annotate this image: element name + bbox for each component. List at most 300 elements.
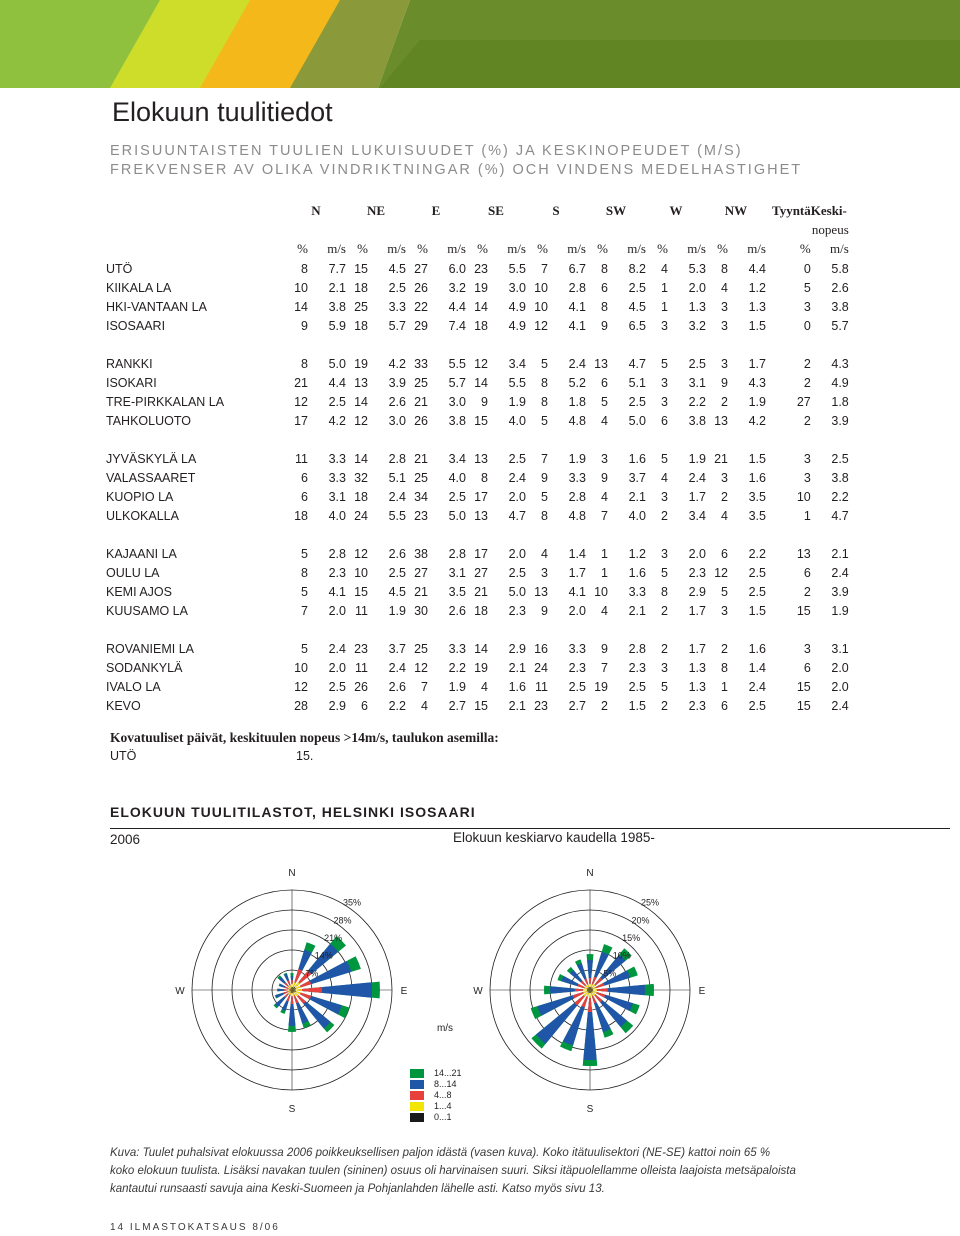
legend-swatch [410,1069,424,1078]
speed-cell: 1.4 [748,660,766,675]
frequency-cell: 8 [541,375,548,390]
frequency-cell: 6 [601,280,608,295]
speed-cell: 5.7 [448,375,466,390]
speed-cell: 3.3 [628,584,646,599]
speed-cell: 2.3 [508,603,526,618]
speed-cell: 2.1 [628,603,646,618]
speed-cell: 2.0 [831,679,849,694]
speed-cell: 1.5 [748,603,766,618]
frequency-cell: 6 [803,660,811,675]
speed-cell: 2.3 [688,565,706,580]
speed-cell: 1.7 [748,356,766,371]
frequency-cell: 5 [661,565,668,580]
speed-cell: 2.5 [628,280,646,295]
speed-cell: 3.2 [688,318,706,333]
frequency-cell: 12 [354,546,368,561]
speed-cell: 2.6 [831,280,849,295]
frequency-cell: 17 [474,546,488,561]
frequency-cell: 2 [721,394,728,409]
frequency-cell: 2 [803,413,811,428]
frequency-cell: 2 [803,584,811,599]
speed-cell: 1.2 [748,280,766,295]
frequency-cell: 14 [354,394,368,409]
unit-ms: m/s [747,241,766,256]
speed-cell: 3.2 [448,280,466,295]
ring-label: 5% [603,968,617,979]
caption-line: Kuva: Tuulet puhalsivat elokuussa 2006 poikkeuksellisen paljon idästä (vasen kuva). Koko itätuulisektori (NE-SE) kattoi noin 65 % [110,1147,771,1159]
frequency-cell: 21 [714,451,728,466]
speed-cell: 4.7 [508,508,526,523]
frequency-cell: 3 [803,470,811,485]
speed-cell: 2.8 [328,546,346,561]
speed-cell: 5.9 [328,318,346,333]
frequency-cell: 12 [414,660,428,675]
speed-cell: 4.4 [328,375,346,390]
frequency-cell: 4 [601,489,608,504]
frequency-cell: 3 [661,318,668,333]
frequency-cell: 15 [796,698,811,713]
table-row [106,487,849,506]
station-name: KAJAANI LA [106,546,177,561]
speed-cell: 3.8 [328,299,346,314]
speed-cell: 1.7 [568,565,586,580]
speed-cell: 3.1 [831,641,849,656]
speed-cell: 3.9 [831,413,849,428]
page-title: Elokuun tuulitiedot [112,97,333,127]
speed-cell: 5.1 [628,375,646,390]
frequency-cell: 4 [661,470,668,485]
frequency-cell: 16 [534,641,548,656]
frequency-cell: 6 [803,565,811,580]
speed-cell: 3.0 [388,413,406,428]
frequency-cell: 19 [354,356,368,371]
speed-cell: 5.5 [508,375,526,390]
frequency-cell: 8 [721,660,728,675]
frequency-cell: 8 [301,356,308,371]
frequency-cell: 3 [721,299,728,314]
speed-cell: 4.5 [388,584,406,599]
frequency-cell: 9 [721,375,728,390]
table-row [106,601,849,620]
frequency-cell: 11 [355,660,368,675]
speed-cell: 2.2 [388,698,406,713]
page-footer: 14 ILMASTOKATSAUS 8/06 [110,1222,280,1233]
frequency-cell: 26 [414,280,428,295]
speed-cell: 3.8 [688,413,706,428]
frequency-cell: 5 [541,413,548,428]
station-name: IVALO LA [106,679,161,694]
speed-cell: 2.2 [448,660,466,675]
frequency-cell: 3 [661,489,668,504]
speed-cell: 5.1 [388,470,406,485]
speed-cell: 3.0 [448,394,466,409]
frequency-cell: 12 [294,394,308,409]
station-name: ULKOKALLA [106,508,179,523]
speed-cell: 1.9 [748,394,766,409]
speed-cell: 3.3 [388,299,406,314]
speed-legend [410,1068,462,1123]
frequency-cell: 17 [294,413,308,428]
frequency-cell: 25 [414,641,428,656]
frequency-cell: 2 [661,641,668,656]
compass-e: E [400,986,408,997]
frequency-cell: 25 [354,299,368,314]
frequency-cell: 3 [661,394,668,409]
speed-cell: 2.1 [831,546,849,561]
legend-item [410,1090,462,1101]
table-row [106,639,849,658]
legend-label: 0...1 [434,1112,452,1122]
group-gap [106,525,849,544]
speed-cell: 3.7 [388,641,406,656]
compass-s: S [288,1104,296,1115]
ring-label: 21% [324,933,343,944]
frequency-cell: 13 [796,546,811,561]
frequency-cell: 3 [601,451,608,466]
speed-cell: 5.2 [568,375,586,390]
speed-cell: 3.4 [508,356,526,371]
table-row [106,392,849,411]
frequency-cell: 2 [803,356,811,371]
speed-cell: 5.5 [448,356,466,371]
frequency-cell: 14 [474,641,488,656]
speed-cell: 2.9 [688,584,706,599]
group-gap [106,430,849,449]
frequency-cell: 13 [474,508,488,523]
speed-cell: 1.3 [688,299,706,314]
legend-item [410,1068,462,1079]
speed-cell: 3.4 [688,508,706,523]
speed-cell: 5.7 [388,318,406,333]
frequency-cell: 15 [354,584,368,599]
legend-label: 4...8 [434,1090,452,1100]
speed-cell: 4.1 [568,584,586,599]
frequency-cell: 1 [661,299,668,314]
mean-speed-header-2: nopeus [811,222,849,237]
speed-cell: 2.3 [628,660,646,675]
station-name: VALASSAARET [106,470,196,485]
speed-cell: 1.3 [688,660,706,675]
speed-cell: 2.4 [831,565,849,580]
speed-cell: 2.5 [388,280,406,295]
speed-cell: 2.1 [328,280,346,295]
speed-cell: 4.7 [831,508,849,523]
frequency-cell: 14 [474,299,488,314]
speed-cell: 1.5 [748,451,766,466]
speed-cell: 4.8 [568,413,586,428]
compass-n: N [288,868,296,879]
legend-label: 8...14 [434,1079,457,1089]
table-row [106,449,849,468]
frequency-cell: 15 [796,679,811,694]
frequency-cell: 15 [354,261,368,276]
station-name: TAHKOLUOTO [106,413,191,428]
frequency-cell: 3 [803,451,811,466]
speed-cell: 2.4 [688,470,706,485]
frequency-cell: 3 [721,470,728,485]
speed-cell: 8.2 [628,261,646,276]
frequency-cell: 2 [661,508,668,523]
speed-cell: 2.5 [628,679,646,694]
speed-cell: 3.5 [748,508,766,523]
unit-pct: % [657,241,668,256]
frequency-cell: 10 [354,565,368,580]
speed-cell: 4.9 [508,299,526,314]
speed-cell: 5.7 [831,318,849,333]
speed-cell: 2.5 [388,565,406,580]
speed-cell: 4.8 [568,508,586,523]
frequency-cell: 13 [594,356,608,371]
legend-item [410,1079,462,1090]
speed-cell: 2.1 [508,660,526,675]
table-row [106,677,849,696]
frequency-cell: 23 [354,641,368,656]
compass-w: W [175,986,185,997]
group-gap [106,620,849,639]
unit-ms: m/s [507,241,526,256]
unit-ms: m/s [627,241,646,256]
legend-swatch [410,1091,424,1100]
unit-ms: m/s [567,241,586,256]
speed-cell: 2.8 [388,451,406,466]
direction-header: SW [605,202,627,218]
speed-cell: 1.3 [688,679,706,694]
frequency-cell: 8 [301,565,308,580]
legend-swatch [410,1102,424,1111]
speed-cell: 2.5 [628,394,646,409]
frequency-cell: 34 [414,489,428,504]
speed-cell: 2.5 [328,679,346,694]
frequency-cell: 23 [414,508,428,523]
table-row [106,278,849,297]
speed-cell: 2.1 [628,489,646,504]
frequency-cell: 7 [301,603,308,618]
speed-cell: 1.4 [568,546,586,561]
unit-pct: % [357,241,368,256]
frequency-cell: 22 [414,299,428,314]
frequency-cell: 3 [721,356,728,371]
direction-header: W [669,202,683,218]
speed-cell: 1.9 [508,394,526,409]
speed-cell: 2.4 [388,660,406,675]
speed-cell: 2.4 [831,698,849,713]
speed-cell: 4.0 [628,508,646,523]
frequency-cell: 5 [661,356,668,371]
frequency-cell: 15 [474,413,488,428]
frequency-cell: 4 [721,508,728,523]
speed-cell: 3.1 [688,375,706,390]
unit-ms: m/s [829,241,849,256]
speed-cell: 2.3 [328,565,346,580]
speed-cell: 1.6 [628,565,646,580]
ring-label: 28% [333,915,352,926]
speed-cell: 2.4 [748,679,766,694]
frequency-cell: 21 [474,584,488,599]
ms-label: m/s [436,1023,454,1034]
frequency-cell: 3 [661,375,668,390]
frequency-cell: 5 [661,451,668,466]
caption-line: koko elokuun tuulista. Lisäksi navakan tuulen (sininen) osuus oli harvinaisen suuri. Siksi itäpuolellamme olleista laajoista metsäpaloista [110,1165,796,1177]
frequency-cell: 13 [474,451,488,466]
speed-cell: 1.5 [628,698,646,713]
frequency-cell: 10 [594,584,608,599]
unit-pct: % [297,241,308,256]
speed-cell: 2.5 [328,394,346,409]
speed-cell: 3.8 [448,413,466,428]
frequency-cell: 8 [481,470,488,485]
unit-pct: % [597,241,608,256]
speed-cell: 2.2 [688,394,706,409]
speed-cell: 1.9 [688,451,706,466]
section-divider [110,828,950,829]
calm-header: Tyyntä [772,202,811,218]
frequency-cell: 7 [601,660,608,675]
strong-wind-value: 15. [296,749,314,763]
direction-header: N [311,202,321,218]
speed-cell: 2.8 [568,280,586,295]
speed-cell: 2.6 [388,679,406,694]
speed-cell: 3.8 [831,470,849,485]
frequency-cell: 6 [301,470,308,485]
direction-header: NW [724,202,748,218]
speed-cell: 2.4 [508,470,526,485]
frequency-cell: 10 [796,489,811,504]
unit-pct: % [537,241,548,256]
frequency-cell: 6 [661,413,668,428]
ring-label: 25% [640,897,659,908]
speed-cell: 1.9 [448,679,466,694]
speed-cell: 1.7 [688,641,706,656]
speed-cell: 3.1 [328,489,346,504]
frequency-cell: 19 [474,660,488,675]
frequency-cell: 13 [534,584,548,599]
unit-pct: % [417,241,428,256]
frequency-cell: 3 [803,641,811,656]
frequency-cell: 32 [354,470,368,485]
frequency-cell: 4 [661,261,668,276]
speed-cell: 2.6 [388,394,406,409]
frequency-cell: 7 [601,508,608,523]
speed-cell: 4.4 [448,299,466,314]
frequency-cell: 1 [601,546,608,561]
speed-cell: 2.1 [508,698,526,713]
speed-cell: 2.9 [508,641,526,656]
compass-s: S [586,1104,594,1115]
wind-rose-left [175,868,407,1115]
frequency-cell: 15 [474,698,488,713]
frequency-cell: 8 [541,394,548,409]
speed-cell: 2.0 [508,489,526,504]
speed-cell: 1.9 [568,451,586,466]
speed-cell: 2.5 [748,698,766,713]
frequency-cell: 18 [354,280,368,295]
speed-cell: 2.3 [568,660,586,675]
table-row [106,297,849,316]
speed-cell: 2.5 [688,356,706,371]
compass-w: W [473,986,483,997]
speed-cell: 1.3 [748,299,766,314]
frequency-cell: 4 [421,698,428,713]
group-gap [106,335,849,354]
frequency-cell: 11 [535,679,548,694]
strong-wind-days-title: Kovatuuliset päivät, keskituulen nopeus >14m/s, taulukon asemilla: [110,730,499,745]
frequency-cell: 19 [594,679,608,694]
station-name: KUUSAMO LA [106,603,188,618]
speed-cell: 1.7 [688,603,706,618]
ring-label: 20% [631,915,650,926]
frequency-cell: 2 [721,489,728,504]
speed-cell: 5.3 [688,261,706,276]
frequency-cell: 14 [474,375,488,390]
frequency-cell: 3 [661,660,668,675]
frequency-cell: 9 [541,470,548,485]
speed-cell: 3.8 [831,299,849,314]
speed-cell: 2.7 [448,698,466,713]
frequency-cell: 18 [474,603,488,618]
speed-cell: 2.5 [508,565,526,580]
frequency-cell: 6 [721,698,728,713]
wind-rose-charts [0,860,960,1130]
compass-n: N [586,868,594,879]
frequency-cell: 7 [541,451,548,466]
frequency-cell: 18 [474,318,488,333]
frequency-cell: 4 [601,413,608,428]
frequency-cell: 6 [301,489,308,504]
table-row [106,259,849,278]
rose-bar [590,988,592,990]
speed-cell: 3.4 [448,451,466,466]
speed-cell: 5.5 [508,261,526,276]
speed-cell: 4.5 [628,299,646,314]
frequency-cell: 9 [301,318,308,333]
frequency-cell: 5 [301,546,308,561]
frequency-cell: 12 [474,356,488,371]
legend-swatch [410,1080,424,1089]
frequency-cell: 38 [414,546,428,561]
subtitle-fi: ERISUUNTAISTEN TUULIEN LUKUISUUDET (%) JA KESKINOPEUDET (M/S) [110,143,743,159]
speed-cell: 6.5 [628,318,646,333]
frequency-cell: 1 [661,280,668,295]
frequency-cell: 9 [601,470,608,485]
frequency-cell: 27 [414,565,428,580]
speed-cell: 4.1 [328,584,346,599]
speed-cell: 2.6 [388,546,406,561]
frequency-cell: 5 [541,356,548,371]
table-row [106,468,849,487]
speed-cell: 2.3 [688,698,706,713]
legend-item [410,1112,462,1123]
frequency-cell: 13 [714,413,728,428]
speed-cell: 4.9 [831,375,849,390]
speed-cell: 1.8 [568,394,586,409]
frequency-cell: 3 [721,603,728,618]
frequency-cell: 2 [601,698,608,713]
frequency-cell: 3 [661,546,668,561]
header-blank [106,239,286,259]
speed-cell: 2.0 [568,603,586,618]
speed-cell: 4.1 [568,318,586,333]
station-name: UTÖ [106,261,133,276]
frequency-cell: 25 [414,470,428,485]
frequency-cell: 11 [295,451,308,466]
speed-cell: 2.0 [328,603,346,618]
speed-cell: 2.7 [568,698,586,713]
speed-cell: 4.0 [328,508,346,523]
speed-cell: 1.6 [628,451,646,466]
speed-cell: 2.8 [568,489,586,504]
station-name: ISOKARI [106,375,157,390]
station-name: KIIKALA LA [106,280,172,295]
